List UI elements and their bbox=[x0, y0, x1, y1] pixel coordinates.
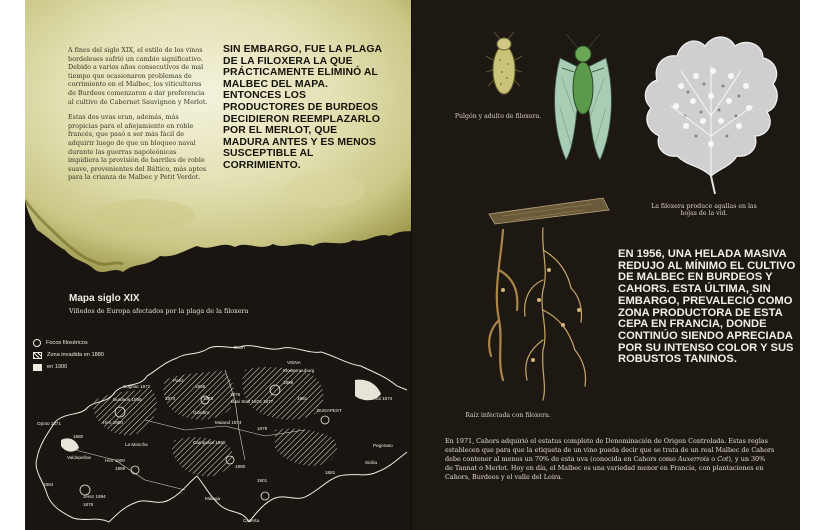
map-label: Jerez 1894 bbox=[83, 494, 106, 499]
legend-item: Focos filoxéricos bbox=[33, 337, 104, 349]
map-label: Sicilia bbox=[365, 460, 377, 465]
legend-solid-icon bbox=[33, 364, 42, 371]
map-label: Klosterneuburg bbox=[283, 368, 315, 373]
map-label: 1878 bbox=[203, 396, 214, 401]
legend-circle-icon bbox=[33, 339, 41, 347]
legend-item: Zona invadida en 1880 bbox=[33, 349, 104, 361]
map-label: 1865 bbox=[195, 384, 206, 389]
vine-leaf-galls-illustration bbox=[641, 26, 781, 194]
intro-paragraph: Estas dos uvas eran, además, más propicias para el añejamiento en roble francés, que pasó a ser más fácil de adquirir luego de que un bloqueo naval durante las guerras napoleónicas impidiera la provisión de barriles de roble suave, provenientes del Báltico, más aptos para la crianza de Malbec y Petit Verdot. bbox=[68, 113, 207, 182]
map-label: Málaga bbox=[205, 496, 221, 501]
magazine-spread bbox=[25, 0, 800, 530]
map-label: Hiro 1900 bbox=[105, 458, 125, 463]
caption-aphid: Pulgón y adulto de filoxera. bbox=[454, 113, 542, 120]
map-label: Opoto 1871 bbox=[37, 421, 62, 426]
map-label: 1877 bbox=[263, 399, 274, 404]
map-label: BUDAPEST bbox=[317, 408, 342, 413]
caption-leaf: La filoxera produce agallas en las hojas de la vid. bbox=[651, 203, 757, 217]
map-label: 1901 bbox=[257, 478, 268, 483]
phylloxera-adult-illustration bbox=[548, 28, 618, 168]
legend-hatch-icon bbox=[33, 352, 42, 359]
pull-quote-right: EN 1956, UNA HELADA MASIVA REDUJO AL MÍNIMO EL CULTIVO DE MALBEC EN BURDEOS Y CAHORS. ESTA ÚLTIMA, SIN EMBARGO, PREVALECIÓ COMO ZONA PRODUCTORA DE ESTA CEPA EN FRANCIA, DONDE CONTINÚO SIENDO APRECIADA POR SU INTENSO COLOR Y SUS ROBUSTOS TANINOS. bbox=[618, 248, 796, 366]
map-label: Basi Stall 1876 bbox=[231, 399, 262, 404]
map-label: 1874 bbox=[165, 396, 176, 401]
map-label: Cognac 1872 bbox=[123, 384, 151, 389]
map-label: Bonn bbox=[234, 345, 245, 350]
map-legend bbox=[33, 337, 104, 373]
map-label: Maiand 1874 bbox=[215, 420, 242, 425]
phylloxera-nymph-illustration bbox=[486, 30, 522, 102]
map-label: Hiro 1900 bbox=[103, 420, 123, 425]
map-label: Caserta bbox=[243, 518, 260, 523]
body-text-bottom: En 1971, Cahors adquirió el estatus completo de Denominación de Origen Controlada. Estas reglas establecen que para que la etiqueta de un vino pueda decir que se trata de un real Malbec de Cahors debe contener al menos un 70% de esta uva (conocida en Cahors como Auxerrois o Cot), y un 30% de Tannat o Merlot. Hoy en día, el Malbec es una variedad menor en Francia, con plantaciones en Cahors, Burdeos y el valle del Loira. bbox=[445, 437, 775, 481]
right-page bbox=[413, 0, 800, 530]
map-label: La Mancha bbox=[125, 442, 148, 447]
map-label: Malviral 1874 bbox=[365, 396, 393, 401]
map-label: Valdepeñas bbox=[67, 455, 91, 460]
map-label: París bbox=[173, 378, 184, 383]
map-label: 1880 bbox=[235, 464, 246, 469]
legend-item: en 1900 bbox=[33, 361, 104, 373]
map-label: Pegoraso bbox=[373, 443, 393, 448]
map-label: 1889 bbox=[115, 466, 126, 471]
intro-paragraph: A fines del siglo XIX, el estilo de los vinos bordeleses sufrió un cambio significativo. Debido a varios años consecutivos de mal tiempo que ocasionaron problemas de corrimiento en el Malbec, los viticultores de Burdeos comenzaron a dar preferencia al cultivo de Cabernet Sauvignon y Merlot. bbox=[68, 46, 208, 106]
intro-text bbox=[68, 46, 208, 189]
map-title: Mapa siglo XIX bbox=[69, 293, 140, 304]
map-label: Campania 1880 bbox=[193, 440, 226, 445]
left-page bbox=[25, 0, 413, 530]
map-label: 1876 bbox=[83, 502, 94, 507]
map-label: 1880 bbox=[73, 434, 84, 439]
map-subtitle: Viñedos de Europa afectados por la plaga de la filoxera bbox=[69, 307, 249, 315]
infected-root-illustration bbox=[483, 190, 613, 405]
map-label: 1884 bbox=[43, 482, 54, 487]
map-label: 1879 bbox=[257, 426, 268, 431]
caption-root: Raíz infectada con filoxera. bbox=[465, 412, 551, 419]
pull-quote-left: SIN EMBARGO, FUE LA PLAGA DE LA FILOXERA LA QUE PRÁCTICAMENTE ELIMINÓ AL MALBEC DEL MAPA. ENTONCES LOS PRODUCTORES DE BURDEOS DECIDIERON REEMPLAZARLO POR EL MERLOT, QUE MADURA ANTES Y ES MENOS SUSCEPTIBLE AL CORRIMIENTO. bbox=[223, 44, 382, 171]
map-label: Burdeos 1869 bbox=[113, 397, 142, 402]
map-label: 1881 bbox=[297, 396, 308, 401]
map-label: Ginebra bbox=[193, 410, 210, 415]
map-label: VIENA bbox=[287, 360, 301, 365]
map-label: 1868 bbox=[283, 380, 294, 385]
map-label: 1876 bbox=[230, 392, 241, 397]
map-label: 1881 bbox=[325, 470, 336, 475]
map-label: 1911 bbox=[65, 446, 75, 451]
